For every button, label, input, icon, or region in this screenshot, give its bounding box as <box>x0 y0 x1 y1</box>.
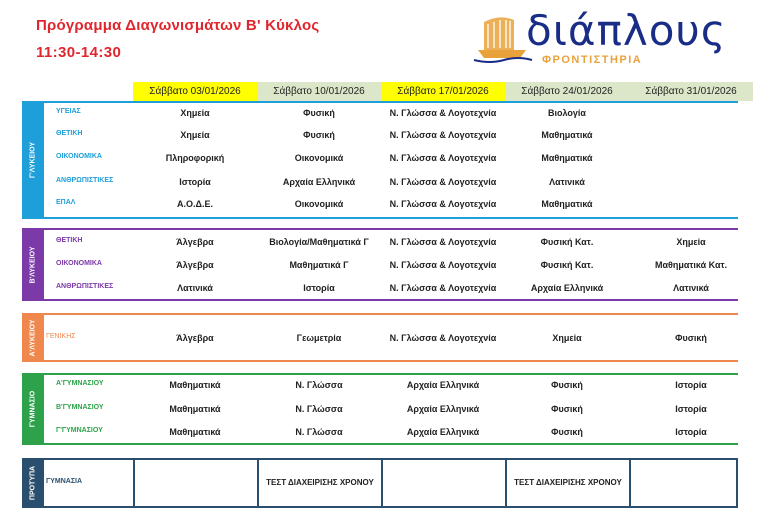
section-block <box>22 313 738 360</box>
schedule-cell: Μαθηματικά Κατ. <box>654 260 728 270</box>
date-header: Σάββατο 31/01/2026 <box>629 82 753 101</box>
schedule-cell: Ν. Γλώσσα & Λογοτεχνία <box>389 153 497 163</box>
schedule-cell: Ν. Γλώσσα & Λογοτεχνία <box>389 333 497 343</box>
test-cell <box>257 458 381 508</box>
schedule-cell: Αρχαία Ελληνικά <box>282 177 356 187</box>
section-side-label <box>22 103 44 217</box>
test-cell-text: ΤΕΣΤ ΔΙΑΧΕΙΡΙΣΗΣ ΧΡΟΝΟΥ <box>266 478 374 487</box>
section-block <box>22 373 738 443</box>
schedule-cell: Ιστορία <box>179 177 211 187</box>
schedule-cell: Α.Ο.Δ.Ε. <box>177 199 213 209</box>
schedule-cell: Άλγεβρα <box>176 333 214 343</box>
schedule-cell: Φυσική Κατ. <box>540 260 594 270</box>
schedule-cell: Μαθηματικά Γ <box>289 260 349 270</box>
schedule-cell: Αρχαία Ελληνικά <box>406 427 480 437</box>
row-label: ΟΙΚΟΝΟΜΙΚΑ <box>56 153 102 160</box>
schedule-cell: Μαθηματικά <box>169 380 221 390</box>
schedule-cell: Ν. Γλώσσα <box>295 427 343 437</box>
brand-subtitle: ΦΡΟΝΤΙΣΤΗΡΙΑ <box>542 54 643 66</box>
row-label: ΘΕΤΙΚΗ <box>56 237 83 244</box>
row-label: ΟΙΚΟΝΟΜΙΚΑ <box>56 260 102 267</box>
section-bottom-rule <box>22 299 738 301</box>
schedule-cell: Γεωμετρία <box>296 333 342 343</box>
schedule-cell: Οικονομικά <box>294 199 344 209</box>
schedule-cell: Φυσική <box>675 333 707 343</box>
schedule-cell: Άλγεβρα <box>176 237 214 247</box>
schedule-cell: Φυσική <box>551 380 583 390</box>
test-cell <box>381 458 505 508</box>
schedule-cell: Μαθηματικά <box>541 199 593 209</box>
row-label: ΘΕΤΙΚΗ <box>56 130 83 137</box>
schedule-cell: Μαθηματικά <box>541 153 593 163</box>
schedule-cell: Ιστορία <box>675 404 707 414</box>
date-header: Σάββατο 24/01/2026 <box>505 82 629 101</box>
schedule-cell: Φυσική <box>303 108 335 118</box>
schedule-cell: Πληροφορική <box>165 153 225 163</box>
schedule-cell: Βιολογία/Μαθηματικά Γ <box>269 237 369 247</box>
schedule-cell: Ν. Γλώσσα <box>295 404 343 414</box>
schedule-cell: Λατινικά <box>177 283 213 293</box>
schedule-cell: Αρχαία Ελληνικά <box>406 404 480 414</box>
schedule-cell: Φυσική <box>551 427 583 437</box>
schedule-cell: Χημεία <box>676 237 706 247</box>
schedule-cell: Μαθηματικά <box>541 130 593 140</box>
schedule-cell: Ν. Γλώσσα & Λογοτεχνία <box>389 108 497 118</box>
schedule-cell: Χημεία <box>180 130 210 140</box>
schedule-cell: Ν. Γλώσσα & Λογοτεχνία <box>389 237 497 247</box>
schedule-cell: Φυσική <box>303 130 335 140</box>
schedule-cell: Ν. Γλώσσα & Λογοτεχνία <box>389 177 497 187</box>
schedule-cell: Χημεία <box>180 108 210 118</box>
schedule-cell: Οικονομικά <box>294 153 344 163</box>
section-name: Γ'ΛΥΚΕΙΟΥ <box>29 141 37 179</box>
section-block <box>22 101 738 217</box>
brand-name: διάπλους <box>526 6 727 55</box>
schedule-cell: Ν. Γλώσσα <box>295 380 343 390</box>
date-header: Σάββατο 17/01/2026 <box>381 82 505 101</box>
schedule-cell: Ν. Γλώσσα & Λογοτεχνία <box>389 130 497 140</box>
section-bottom-rule <box>22 360 738 362</box>
section-bottom-rule <box>22 443 738 445</box>
schedule-cell: Χημεία <box>552 333 582 343</box>
schedule-cell: Άλγεβρα <box>176 260 214 270</box>
schedule-cell: Ν. Γλώσσα & Λογοτεχνία <box>389 199 497 209</box>
schedule-cell: Αρχαία Ελληνικά <box>530 283 604 293</box>
row-label: ΥΓΕΙΑΣ <box>56 108 81 115</box>
schedule-cell: Ιστορία <box>303 283 335 293</box>
date-header: Σάββατο 10/01/2026 <box>257 82 381 101</box>
row-label: Α'ΓΥΜΝΑΣΙΟΥ <box>56 380 104 387</box>
row-label: ΑΝΘΡΩΠΙΣΤΙΚΕΣ <box>56 177 114 184</box>
schedule-cell: Ιστορία <box>675 380 707 390</box>
schedule-cell: Ν. Γλώσσα & Λογοτεχνία <box>389 283 497 293</box>
section-name: Α'ΛΥΚΕΙΟΥ <box>29 318 37 357</box>
test-row-label-cell <box>44 458 133 508</box>
schedule-cell: Μαθηματικά <box>169 427 221 437</box>
test-row-label: ΓΥΜΝΑΣΙΑ <box>46 478 83 485</box>
section-side-label <box>22 375 44 443</box>
section-bottom-rule <box>22 217 738 219</box>
section-side-label <box>22 230 44 299</box>
schedule-cell: Μαθηματικά <box>169 404 221 414</box>
schedule-cell: Βιολογία <box>548 108 586 118</box>
schedule-cell: Αρχαία Ελληνικά <box>406 380 480 390</box>
exam-time: 11:30-14:30 <box>36 44 122 61</box>
schedule-cell: Φυσική Κατ. <box>540 237 594 247</box>
row-label: ΕΠΑΛ <box>56 199 76 206</box>
section-side-label <box>22 315 44 360</box>
section-block <box>22 228 738 299</box>
test-cell-text: ΤΕΣΤ ΔΙΑΧΕΙΡΙΣΗΣ ΧΡΟΝΟΥ <box>514 478 622 487</box>
test-cell <box>133 458 257 508</box>
section-name: ΓΥΜΝΑΣΙΟ <box>29 390 37 428</box>
row-label: ΓΕΝΙΚΗΣ <box>46 333 76 340</box>
schedule-cell: Ιστορία <box>675 427 707 437</box>
row-label: ΑΝΘΡΩΠΙΣΤΙΚΕΣ <box>56 283 114 290</box>
row-label: Γ'ΓΥΜΝΑΣΙΟΥ <box>56 427 103 434</box>
test-section-name: ΠΡΟΤΥΠΑ <box>29 465 37 501</box>
test-cell <box>629 458 738 508</box>
brand-logo <box>470 6 727 70</box>
test-cell <box>505 458 629 508</box>
schedule-cell: Λατινικά <box>673 283 709 293</box>
section-name: Β'ΛΥΚΕΙΟΥ <box>29 245 37 284</box>
page-title: Πρόγραμμα Διαγωνισμάτων Β' Κύκλος <box>36 17 320 34</box>
date-header: Σάββατο 03/01/2026 <box>133 82 257 101</box>
row-label: Β'ΓΥΜΝΑΣΙΟΥ <box>56 404 104 411</box>
test-side-label <box>22 458 44 508</box>
ship-icon <box>470 10 534 68</box>
schedule-cell: Λατινικά <box>549 177 585 187</box>
schedule-cell: Φυσική <box>551 404 583 414</box>
schedule-cell: Ν. Γλώσσα & Λογοτεχνία <box>389 260 497 270</box>
